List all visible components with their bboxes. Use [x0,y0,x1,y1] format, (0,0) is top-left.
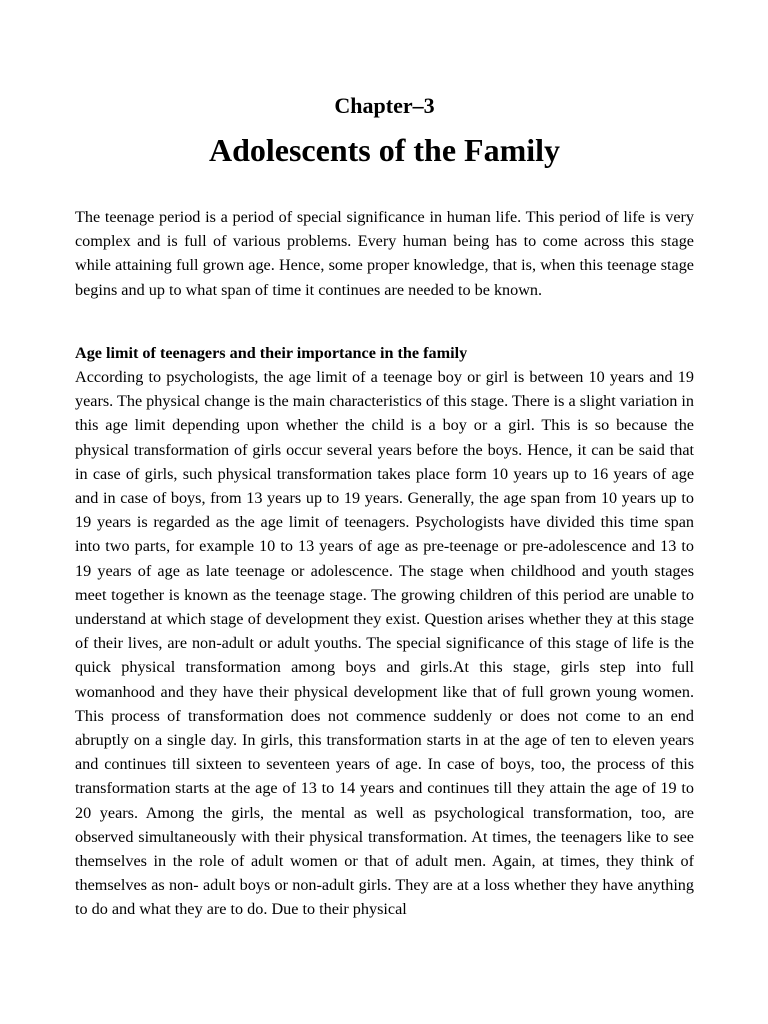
section-paragraph: According to psychologists, the age limit of a teenage boy or girl is between 10 years and 19 years. The physical change is the main characteristics of this stage. There is a slight variation in this age limit depending upon whether the child is a boy or a girl. This is so because the physical transformation of girls occur several years before the boys. Hence, it can be said that in case of girls, such physical transformation takes place form 10 years up to 16 years of age and in case of boys, from 13 years up to 19 years. Generally, the age span from 10 years up to 19 years is regarded as the age limit of teenagers. Psychologists have divided this time span into two parts, for example 10 to 13 years of age as pre-teenage or pre-adolescence and 13 to 19 years of age as late teenage or adolescence. The stage when childhood and youth stages meet together is known as the teenage stage. The growing children of this period are unable to understand at which stage of development they exist. Question arises whether they at this stage of their lives, are non-adult or adult youths. The special significance of this stage of life is the quick physical transformation among boys and girls.At this stage, girls step into full womanhood and they have their physical development like that of full grown young women. This process of transformation does not commence suddenly or does not come to an end abruptly on a single day. In girls, this transformation starts in at the age of ten to eleven years and continues till sixteen to seventeen years of age. In case of boys, too, the process of this transformation starts at the age of 13 to 14 years and continues till they attain the age of 19 to 20 years. Among the girls, the mental as well as psychological transformation, too, are observed simultaneously with their physical transformation. At times, the teenagers like to see themselves in the role of adult women or that of adult men. Again, at times, they think of themselves as non- adult boys or non-adult girls. They are at a loss whether they have anything to do and what they are to do. Due to their physical [75,368,694,919]
intro-paragraph: The teenage period is a period of special significance in human life. This period of life is very complex and is full of various problems. Every human being has to come across this stage while attaining full grown age. Hence, some proper knowledge, that is, when this teenage stage begins and up to what span of time it continues are needed to be known. [75,208,694,299]
section-heading: Age limit of teenagers and their importance in the family [75,344,468,362]
chapter-title: Adolescents of the Family [208,132,561,168]
chapter-number: Chapter–3 [334,93,435,118]
